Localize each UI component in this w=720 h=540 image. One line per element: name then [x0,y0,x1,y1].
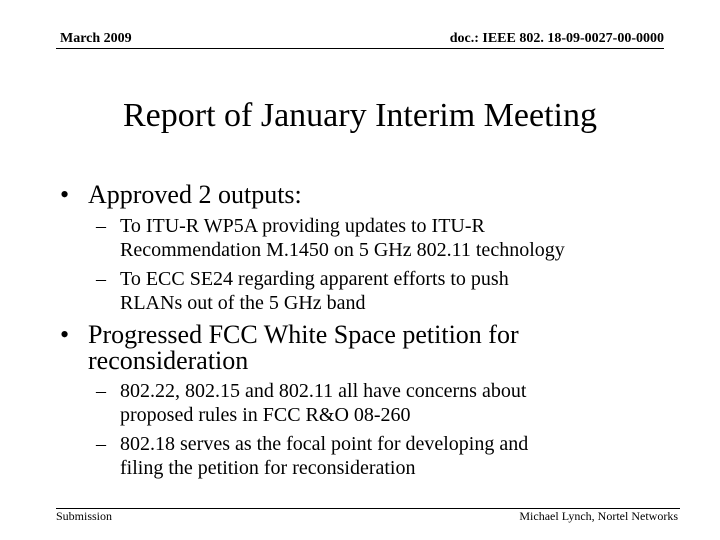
bullet-text: Approved 2 outputs: [88,180,302,209]
sub-bullet-text: 802.22, 802.15 and 802.11 all have concerns about [120,380,527,402]
sub-bullet-mark: – [96,433,106,455]
bullet-text: reconsideration [88,346,249,375]
sub-bullet-mark: – [96,380,106,402]
footer-submission: Submission [56,509,113,523]
slide-title: Report of January Interim Meeting [123,97,597,134]
header-doc-id: doc.: IEEE 802. 18-09-0027-00-0000 [449,31,664,46]
sub-bullet-text: Recommendation M.1450 on 5 GHz 802.11 technology [120,239,565,261]
sub-bullet-mark: – [96,215,106,237]
sub-bullet-text: filing the petition for reconsideration [120,457,416,479]
sub-bullet-text: To ITU-R WP5A providing updates to ITU-R [120,215,485,237]
sub-bullet-text: To ECC SE24 regarding apparent efforts to push [120,268,509,290]
bullet-mark: • [60,320,70,349]
bullet-text: Progressed FCC White Space petition for [88,320,519,349]
bullet-mark: • [60,180,70,209]
header-date: March 2009 [60,31,132,46]
sub-bullet-text: RLANs out of the 5 GHz band [120,292,366,314]
sub-bullet-text: proposed rules in FCC R&O 08-260 [120,404,411,426]
sub-bullet-text: 802.18 serves as the focal point for developing and [120,433,529,455]
footer-author: Michael Lynch, Nortel Networks [519,509,678,523]
sub-bullet-mark: – [96,268,106,290]
